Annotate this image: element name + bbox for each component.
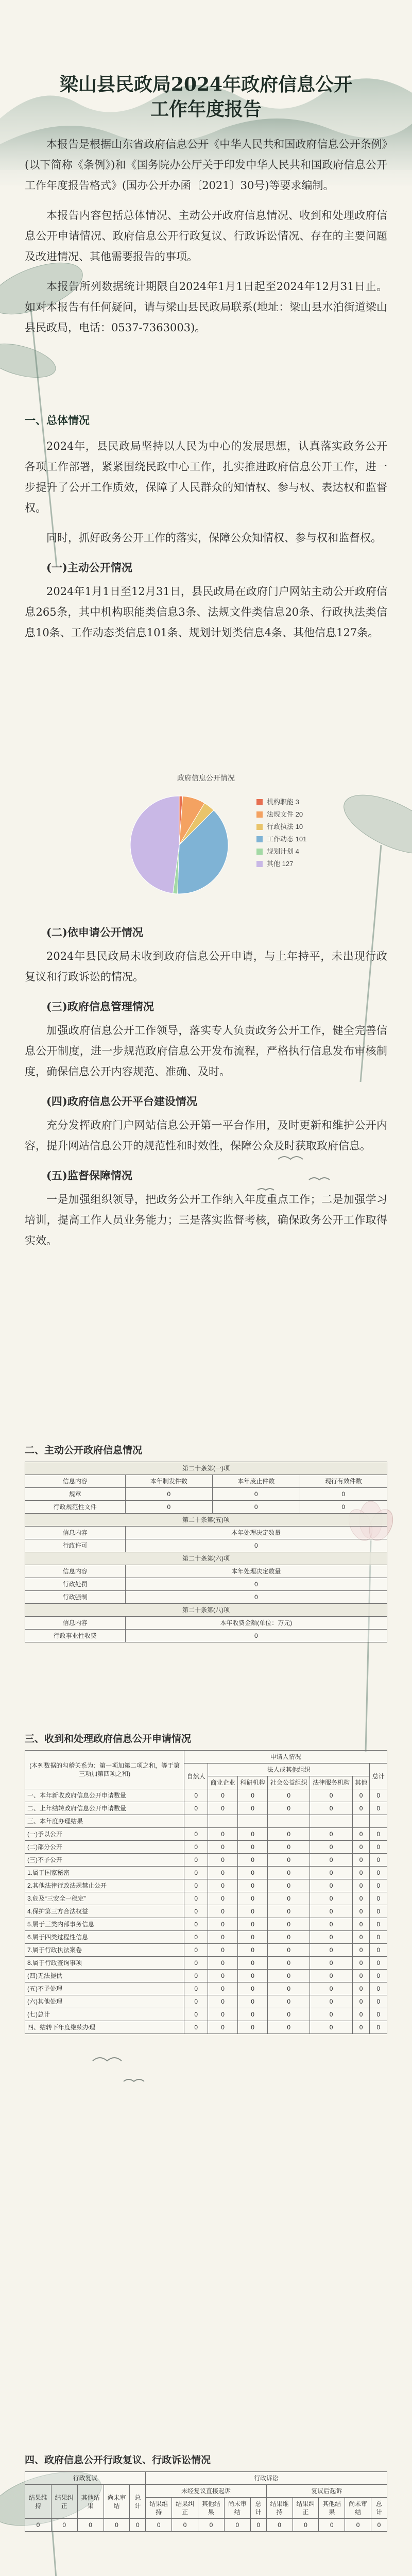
table-cell: 0 — [300, 1488, 387, 1501]
table-row — [25, 1892, 387, 1905]
table-cell: 0 — [310, 1802, 352, 1815]
table-header-cell: 本年制发件数 — [125, 1475, 212, 1488]
legend-swatch — [256, 849, 263, 855]
table-row-label: (二)部分公开 — [25, 1841, 184, 1854]
table-title: 二、主动公开政府信息情况 — [25, 1445, 143, 1456]
table-cell: 0 — [370, 1854, 387, 1867]
table-row-label: (一)予以公开 — [25, 1828, 184, 1841]
review-litigation-table — [25, 2471, 387, 2532]
table-cell: 0 — [266, 2519, 293, 2532]
section-paragraph: 2024年县民政局未收到政府信息公开申请，与上年持平，未出现行政复议和行政诉讼的情况。 — [25, 950, 387, 983]
table-cell — [208, 1815, 238, 1828]
active-disclosure-table — [25, 1462, 387, 1642]
table-row — [25, 1578, 387, 1591]
table-header-cell: 行政复议 — [25, 2472, 146, 2485]
table-header-cell: 结果纠正 — [293, 2498, 319, 2519]
table-cell: 行政事业性收费 — [25, 1630, 126, 1642]
subsection-heading: (五)监督保障情况 — [46, 1169, 132, 1182]
table-cell: 0 — [310, 1905, 352, 1918]
table-cell: 0 — [352, 1970, 370, 1982]
table-row — [25, 1828, 387, 1841]
table-header-cell: 尚未审结 — [345, 2498, 371, 2519]
table-cell: 0 — [370, 1957, 387, 1970]
table-cell: 0 — [184, 1982, 208, 1995]
legend-swatch — [256, 861, 263, 867]
table-cell: 0 — [352, 1957, 370, 1970]
legend-swatch — [256, 799, 263, 805]
table-cell: 0 — [184, 1957, 208, 1970]
table-row-label: 三、本年度办理结果 — [25, 1815, 184, 1828]
table-cell: 0 — [250, 2519, 266, 2532]
table-cell: 0 — [238, 1982, 268, 1995]
table-cell: 0 — [310, 1828, 352, 1841]
table-cell: 0 — [238, 2008, 268, 2021]
table-header-cell: 结果维持 — [266, 2498, 293, 2519]
table-header-cell: 本年处理决定数量 — [125, 1565, 387, 1578]
table-cell: 0 — [370, 1867, 387, 1879]
table-cell: 0 — [208, 1944, 238, 1957]
table-cell: 0 — [371, 2519, 387, 2532]
table-row — [25, 1854, 387, 1867]
table-cell: 0 — [352, 1892, 370, 1905]
table-cell: 0 — [213, 1488, 300, 1501]
table-cell: 0 — [268, 1957, 310, 1970]
table-cell: 0 — [268, 1995, 310, 2008]
table-title: 三、收到和处理政府信息公开申请情况 — [25, 1734, 192, 1744]
table-row-label: 4.保护第三方合法权益 — [25, 1905, 184, 1918]
table-header-cell: 总计 — [250, 2498, 266, 2519]
table-cell: 0 — [310, 2021, 352, 2034]
table-cell: 0 — [238, 1918, 268, 1931]
table-cell: 0 — [268, 1802, 310, 1815]
table-header-cell: 法人或其他组织 — [208, 1764, 370, 1776]
legend-swatch — [256, 811, 263, 818]
pie-chart — [25, 783, 387, 907]
table-header-cell: 法律服务机构 — [310, 1776, 352, 1789]
subsection-heading: (二)依申请公开情况 — [46, 926, 143, 939]
table-cell: 行政规范性文件 — [25, 1501, 126, 1514]
legend-swatch — [256, 824, 263, 830]
table-cell: 0 — [268, 2008, 310, 2021]
table-cell: 0 — [352, 1879, 370, 1892]
table-cell: 0 — [208, 1789, 238, 1802]
table-cell: 0 — [370, 1982, 387, 1995]
table-cell: 0 — [268, 1931, 310, 1944]
table-cell: 0 — [310, 1957, 352, 1970]
table-cell: 0 — [268, 1918, 310, 1931]
table-row — [25, 1867, 387, 1879]
table-cell — [268, 1815, 310, 1828]
table-cell: 0 — [345, 2519, 371, 2532]
table-cell: 0 — [208, 1957, 238, 1970]
table-header-cell: (本列数据的勾稽关系为：第一项加第二项之和，等于第三项加第四项之和) — [25, 1751, 184, 1789]
table-header-cell: 申请人情况 — [184, 1751, 387, 1764]
title-block — [25, 72, 387, 122]
table-cell: 0 — [370, 1918, 387, 1931]
table-cell: 0 — [125, 1578, 387, 1591]
table-cell: 0 — [224, 2519, 250, 2532]
table-cell: 0 — [238, 1879, 268, 1892]
table-row-label: 7.属于行政执法案卷 — [25, 1944, 184, 1957]
table-row — [25, 1982, 387, 1995]
section-overview — [25, 407, 387, 652]
table-row — [25, 1905, 387, 1918]
table-cell: 0 — [208, 1931, 238, 1944]
table-cell: 0 — [146, 2519, 172, 2532]
report-title-line1: 梁山县民政局2024年政府信息公开 — [59, 74, 353, 95]
table-row-label: (七)总计 — [25, 2008, 184, 2021]
table-row — [25, 1591, 387, 1604]
table-cell: 0 — [238, 2021, 268, 2034]
table-row — [25, 1815, 387, 1828]
legend-label: 机构职能 3 — [267, 798, 299, 806]
table-cell: 0 — [310, 1841, 352, 1854]
subsection-heading: (四)政府信息公开平台建设情况 — [46, 1095, 197, 1108]
table-row — [25, 1931, 387, 1944]
table-row-label: 3.危及“三安全一稳定” — [25, 1892, 184, 1905]
table-cell: 0 — [352, 1802, 370, 1815]
table-cell: 0 — [352, 1931, 370, 1944]
table-cell: 0 — [300, 1501, 387, 1514]
table-cell: 0 — [310, 1854, 352, 1867]
table-header-cell: 本年废止件数 — [213, 1475, 300, 1488]
table-cell: 0 — [352, 1944, 370, 1957]
section-paragraph: 加强政府信息公开工作领导，落实专人负责政务公开工作，健全完善信息公开制度，进一步规范政府信息公开发布流程，严格执行信息发布审核制度，确保信息公开内容规范、准确、及时。 — [25, 1024, 387, 1078]
table-cell: 0 — [208, 1892, 238, 1905]
table-cell: 0 — [370, 1828, 387, 1841]
table-header-cell: 总计 — [371, 2498, 387, 2519]
table-cell: 0 — [184, 1828, 208, 1841]
table-row — [25, 1488, 387, 1501]
subsection-heading: (三)政府信息管理情况 — [46, 1000, 154, 1013]
table-row-label: 2.其他法律行政法规禁止公开 — [25, 1879, 184, 1892]
table-header-cell: 信息内容 — [25, 1475, 126, 1488]
pie-chart-caption: 政府信息公开情况 — [177, 774, 235, 782]
table-cell: 0 — [125, 1539, 387, 1552]
table-row — [25, 1501, 387, 1514]
table-cell: 0 — [208, 1982, 238, 1995]
table-cell: 0 — [370, 1892, 387, 1905]
table-cell: 0 — [352, 1918, 370, 1931]
table-cell: 0 — [352, 1905, 370, 1918]
table-cell: 0 — [238, 1789, 268, 1802]
table-row-label: 四、结转下年度继续办理 — [25, 2021, 184, 2034]
table-cell: 0 — [208, 1879, 238, 1892]
table-header-cell: 复议后起诉 — [266, 2485, 387, 2498]
table-row-label: (四)无法提供 — [25, 1970, 184, 1982]
table-cell — [352, 1815, 370, 1828]
table-cell: 0 — [370, 1802, 387, 1815]
table-cell: 0 — [238, 1828, 268, 1841]
table-cell: 0 — [370, 1879, 387, 1892]
table-cell: 0 — [310, 1867, 352, 1879]
table-cell: 0 — [370, 2021, 387, 2034]
section-paragraph: 2024年，县民政局坚持以人民为中心的发展思想，认真落实政务公开各项工作部署，紧紧围绕民政中心工作，扎实推进政府信息公开工作，进一步提升了公开工作质效，保障了人民群众的知情权、参与权、表达权和监督权。 — [25, 440, 387, 514]
table-cell: 0 — [319, 2519, 345, 2532]
table-cell: 0 — [184, 1970, 208, 1982]
table-cell: 0 — [238, 1970, 268, 1982]
section-heading: 一、总体情况 — [25, 414, 90, 427]
table-row-label: 5.属于三类内部事务信息 — [25, 1918, 184, 1931]
table-cell: 0 — [125, 1488, 212, 1501]
table-cell: 0 — [238, 1957, 268, 1970]
table-header-cell: 结果维持 — [146, 2498, 172, 2519]
table-cell: 0 — [352, 1867, 370, 1879]
table-row — [25, 2021, 387, 2034]
table-header-cell: 现行有效件数 — [300, 1475, 387, 1488]
table-cell: 0 — [310, 1892, 352, 1905]
table-cell: 0 — [184, 1944, 208, 1957]
table-header-cell: 其他结果 — [198, 2498, 225, 2519]
table-row — [25, 1944, 387, 1957]
table-row — [25, 1630, 387, 1642]
table-cell: 0 — [208, 2021, 238, 2034]
intro-paragraph: 本报告是根据山东省政府信息公开《中华人民共和国政府信息公开条例》(以下简称《条例》)和《国务院办公厅关于印发中华人民共和国政府信息公开工作年度报告格式》(国办公开办函〔2021〕30号)等要求编制。 — [25, 138, 387, 192]
table-cell: 0 — [104, 2519, 130, 2532]
table-row — [25, 1539, 387, 1552]
table-row-label: (六)其他处理 — [25, 1995, 184, 2008]
table-header-cell: 信息内容 — [25, 1565, 126, 1578]
table-cell: 0 — [310, 1789, 352, 1802]
table-cell: 0 — [238, 1841, 268, 1854]
application-table-block — [25, 1731, 387, 2034]
table-row — [25, 1918, 387, 1931]
table-cell: 0 — [370, 1995, 387, 2008]
table-cell: 0 — [370, 1944, 387, 1957]
table-cell: 0 — [184, 1802, 208, 1815]
table-header-cell: 总计 — [370, 1764, 387, 1789]
table-cell — [184, 1815, 208, 1828]
table-cell: 0 — [268, 1905, 310, 1918]
table-row-label: 二、上年结转政府信息公开申请数量 — [25, 1802, 184, 1815]
legend-swatch — [256, 836, 263, 842]
table-cell: 0 — [77, 2519, 104, 2532]
table-cell: 0 — [310, 1982, 352, 1995]
table-cell: 0 — [238, 1905, 268, 1918]
table-header-cell: 总计 — [130, 2485, 146, 2519]
table-header-cell: 尚未审结 — [224, 2498, 250, 2519]
table-cell: 0 — [238, 1854, 268, 1867]
table-cell: 0 — [184, 1867, 208, 1879]
table-cell: 0 — [268, 2021, 310, 2034]
table-group-header: 第二十条第(一)项 — [25, 1462, 387, 1475]
table-cell: 0 — [238, 1995, 268, 2008]
table-cell: 0 — [310, 2008, 352, 2021]
table-cell: 0 — [184, 1995, 208, 2008]
table-group-header: 第二十条第(五)项 — [25, 1514, 387, 1527]
table-cell: 0 — [310, 1995, 352, 2008]
table-cell: 0 — [310, 1944, 352, 1957]
table-cell: 0 — [352, 2008, 370, 2021]
table-cell: 0 — [310, 1918, 352, 1931]
table-header-cell: 本年处理决定数量 — [125, 1527, 387, 1539]
table-cell: 行政强制 — [25, 1591, 126, 1604]
section-paragraph: 一是加强组织领导，把政务公开工作纳入年度重点工作；二是加强学习培训，提高工作人员业务能力；三是落实监督考核，确保政务公开工作取得实效。 — [25, 1193, 387, 1247]
table-row — [25, 1802, 387, 1815]
table-cell: 0 — [310, 1970, 352, 1982]
table-row — [25, 1789, 387, 1802]
table-cell: 0 — [51, 2519, 77, 2532]
table-header-cell: 结果维持 — [25, 2485, 52, 2519]
table-cell: 0 — [172, 2519, 198, 2532]
table-cell: 0 — [198, 2519, 225, 2532]
table-row — [25, 1841, 387, 1854]
table-cell: 0 — [184, 2021, 208, 2034]
table-cell: 0 — [184, 1841, 208, 1854]
table-cell: 0 — [184, 1854, 208, 1867]
table-cell: 0 — [352, 2021, 370, 2034]
table-header-cell: 结果纠正 — [172, 2498, 198, 2519]
table-cell: 0 — [268, 1828, 310, 1841]
table-header-cell: 结果纠正 — [51, 2485, 77, 2519]
table-header-cell: 社会公益组织 — [268, 1776, 310, 1789]
table-cell: 0 — [125, 1630, 387, 1642]
section-paragraph: 充分发挥政府门户网站信息公开第一平台作用，及时更新和维护公开内容，提升网站信息公开的规范性和时效性，保障公众及时获取政府信息。 — [25, 1119, 387, 1152]
table-cell: 0 — [238, 1892, 268, 1905]
table-cell: 0 — [352, 1789, 370, 1802]
intro-paragraph: 本报告内容包括总体情况、主动公开政府信息情况、收到和处理政府信息公开申请情况、政府信息公开行政复议、行政诉讼情况、存在的主要问题及改进情况、其他需要报告的事项。 — [25, 209, 387, 263]
table-row — [25, 2519, 387, 2532]
section-paragraph: 同时，抓好政务公开工作的落实，保障公众知情权、参与权和监督权。 — [46, 532, 382, 544]
table-cell: 0 — [352, 1982, 370, 1995]
table-cell: 0 — [184, 1892, 208, 1905]
table-cell: 0 — [293, 2519, 319, 2532]
table-cell: 0 — [184, 1931, 208, 1944]
table-row-label: (三)不予公开 — [25, 1854, 184, 1867]
table-cell: 行政许可 — [25, 1539, 126, 1552]
table-cell: 0 — [208, 1918, 238, 1931]
application-table — [25, 1750, 387, 2034]
table-cell: 0 — [370, 1905, 387, 1918]
table-cell: 0 — [208, 1854, 238, 1867]
table-cell: 0 — [208, 2008, 238, 2021]
table-cell: 0 — [208, 1841, 238, 1854]
table-header-cell: 尚未审结 — [104, 2485, 130, 2519]
table-cell: 0 — [268, 1789, 310, 1802]
table-cell: 0 — [184, 1918, 208, 1931]
legend-label: 工作动态 101 — [267, 835, 307, 843]
table-row — [25, 1957, 387, 1970]
table-row — [25, 1970, 387, 1982]
table-cell: 0 — [208, 1970, 238, 1982]
table-cell — [238, 1815, 268, 1828]
table-cell: 0 — [352, 1828, 370, 1841]
table-header-cell: 其他结果 — [77, 2485, 104, 2519]
table-cell: 0 — [238, 1867, 268, 1879]
table-cell: 0 — [213, 1501, 300, 1514]
table-cell: 0 — [310, 1879, 352, 1892]
table-cell: 0 — [268, 1854, 310, 1867]
table-cell: 0 — [352, 1854, 370, 1867]
section-paragraph: 2024年1月1日至12月31日，县民政局在政府门户网站主动公开政府信息265条，其中机构职能类信息3条、法规文件类信息20条、行政执法类信息10条、工作动态类信息101条、规划计划类信息4条、其他信息127条。 — [25, 585, 387, 639]
table-cell: 0 — [25, 2519, 52, 2532]
table-cell: 0 — [125, 1591, 387, 1604]
table-header-cell: 自然人 — [184, 1764, 208, 1789]
table-cell: 0 — [130, 2519, 146, 2532]
table-cell: 0 — [125, 1501, 212, 1514]
table-header-cell: 行政诉讼 — [146, 2472, 387, 2485]
table-cell — [370, 1815, 387, 1828]
table-header-cell: 科研机构 — [238, 1776, 268, 1789]
table-cell: 0 — [268, 1982, 310, 1995]
table-cell: 0 — [184, 1905, 208, 1918]
table-cell: 0 — [208, 1905, 238, 1918]
intro-paragraph: 本报告所列数据统计期限自2024年1月1日起至2024年12月31日止。如对本报告有任何疑问，请与梁山县民政局联系(地址：梁山县水泊街道梁山县民政局，电话：0537-7363003)。 — [25, 280, 387, 334]
active-disclosure-table-block — [25, 1443, 387, 1642]
table-group-header: 第二十条第(八)项 — [25, 1604, 387, 1617]
table-cell: 规章 — [25, 1488, 126, 1501]
table-header-cell: 信息内容 — [25, 1617, 126, 1630]
legend-label: 其他 127 — [267, 860, 294, 868]
table-cell: 0 — [184, 1789, 208, 1802]
table-cell: 0 — [268, 1970, 310, 1982]
table-group-header: 第二十条第(六)项 — [25, 1552, 387, 1565]
pie-slice — [130, 796, 179, 893]
table-header-cell: 其他 — [352, 1776, 370, 1789]
table-cell: 0 — [268, 1944, 310, 1957]
table-cell — [310, 1815, 352, 1828]
table-row — [25, 1879, 387, 1892]
table-cell: 行政处罚 — [25, 1578, 126, 1591]
table-header-cell: 本年收费金额(单位：万元) — [125, 1617, 387, 1630]
section-overview-continued — [25, 922, 387, 1260]
table-cell: 0 — [184, 2008, 208, 2021]
table-cell: 0 — [352, 1995, 370, 2008]
table-cell: 0 — [184, 1879, 208, 1892]
table-cell: 0 — [370, 2008, 387, 2021]
pie-chart-block — [25, 773, 387, 909]
intro-section — [25, 134, 387, 347]
table-cell: 0 — [268, 1841, 310, 1854]
table-row — [25, 2008, 387, 2021]
table-row-label: 8.属于行政查询事项 — [25, 1957, 184, 1970]
table-header-cell: 商业企业 — [208, 1776, 238, 1789]
table-cell: 0 — [208, 1828, 238, 1841]
report-title-line2: 工作年度报告 — [150, 98, 262, 120]
table-cell: 0 — [238, 1802, 268, 1815]
table-cell: 0 — [268, 1867, 310, 1879]
legend-label: 法规文件 20 — [267, 810, 303, 818]
review-litigation-table-block — [25, 2452, 387, 2532]
table-cell: 0 — [208, 1802, 238, 1815]
table-cell: 0 — [238, 1931, 268, 1944]
table-cell: 0 — [370, 1789, 387, 1802]
legend-label: 行政执法 10 — [267, 823, 303, 831]
subsection-heading: (一)主动公开情况 — [46, 561, 132, 574]
table-row — [25, 1995, 387, 2008]
table-cell: 0 — [238, 1944, 268, 1957]
table-row-label: (五)不予处理 — [25, 1982, 184, 1995]
table-header-cell: 未经复议直接起诉 — [146, 2485, 266, 2498]
table-cell: 0 — [310, 1931, 352, 1944]
table-cell: 0 — [370, 1841, 387, 1854]
table-cell: 0 — [370, 1931, 387, 1944]
legend-label: 规划计划 4 — [267, 848, 299, 855]
table-cell: 0 — [268, 1879, 310, 1892]
table-cell: 0 — [268, 1892, 310, 1905]
table-title: 四、政府信息公开行政复议、行政诉讼情况 — [25, 2455, 211, 2466]
table-cell: 0 — [208, 1995, 238, 2008]
table-row-label: 1.属于国家秘密 — [25, 1867, 184, 1879]
table-row-label: 一、本年新收政府信息公开申请数量 — [25, 1789, 184, 1802]
table-cell: 0 — [208, 1867, 238, 1879]
table-cell: 0 — [352, 1841, 370, 1854]
table-header-cell: 信息内容 — [25, 1527, 126, 1539]
table-row-label: 6.属于四类过程性信息 — [25, 1931, 184, 1944]
table-cell: 0 — [370, 1970, 387, 1982]
table-header-cell: 其他结果 — [319, 2498, 345, 2519]
